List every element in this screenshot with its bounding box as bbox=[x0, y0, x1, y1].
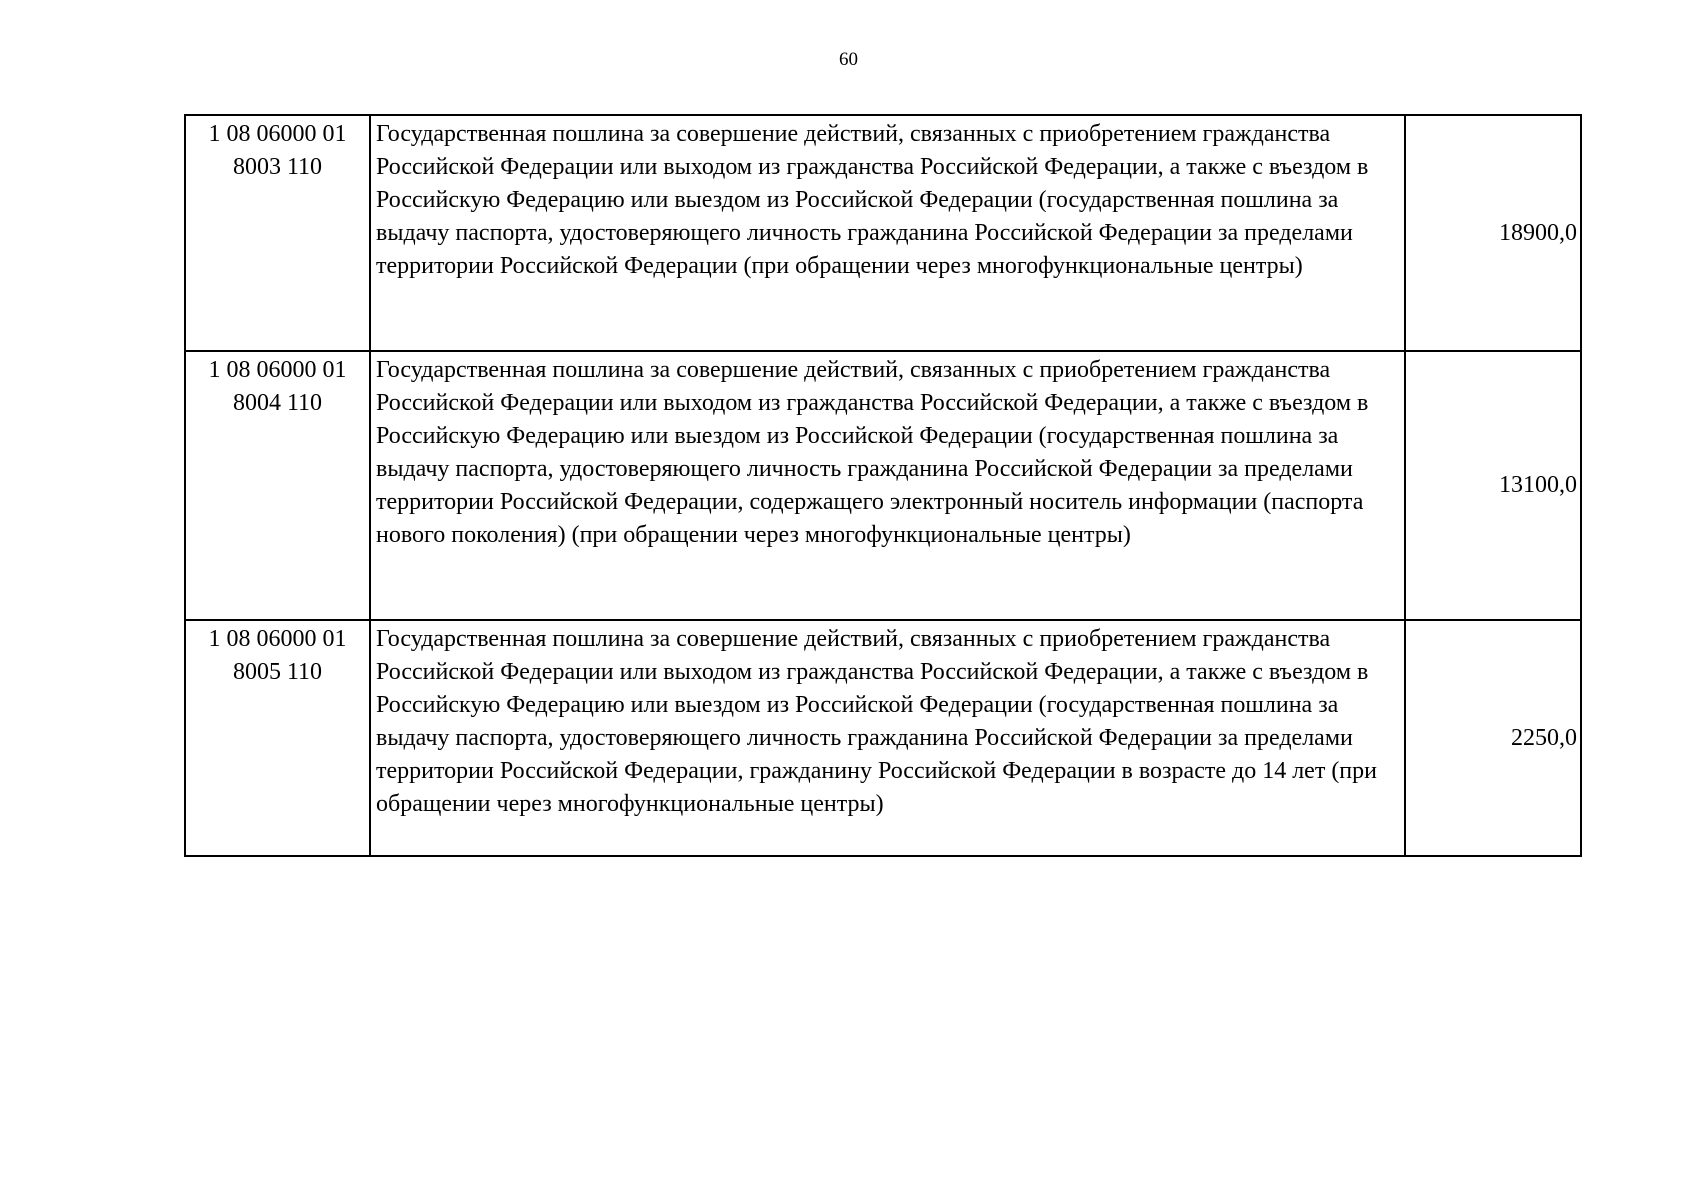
budget-code-line: 1 08 06000 01 bbox=[208, 121, 347, 147]
budget-code-cell bbox=[185, 115, 370, 351]
amount-cell: 18900,0 bbox=[1405, 115, 1581, 351]
page-number: 60 bbox=[839, 49, 858, 70]
description-cell: Государственная пошлина за совершение действий, связанных с приобретением гражданства Российской Федерации или выходом из гражданства Российской Федерации, а также с въездом в Российскую Федерацию или выездом из Российской Федерации (государственная пошлина за выдачу паспорта, удостоверяющего личность гражданина Российской Федерации за пределами территории Российской Федерации (при обращении через многофункциональные центры) bbox=[370, 115, 1405, 351]
amount-cell: 2250,0 bbox=[1405, 620, 1581, 856]
budget-code-line: 1 08 06000 01 bbox=[208, 626, 347, 652]
budget-code-line: 8005 110 bbox=[232, 659, 323, 685]
budget-code-line: 8003 110 bbox=[232, 154, 323, 180]
description-cell: Государственная пошлина за совершение действий, связанных с приобретением гражданства Российской Федерации или выходом из гражданства Российской Федерации, а также с въездом в Российскую Федерацию или выездом из Российской Федерации (государственная пошлина за выдачу паспорта, удостоверяющего личность гражданина Российской Федерации за пределами территории Российской Федерации, содержащего электронный носитель информации (паспорта нового поколения) (при обращении через многофункциональные центры) bbox=[370, 351, 1405, 620]
budget-code-line: 1 08 06000 01 bbox=[208, 357, 347, 383]
table-row bbox=[185, 115, 1581, 351]
budget-code-line: 8004 110 bbox=[232, 390, 323, 416]
fee-table bbox=[184, 114, 1582, 857]
table-row bbox=[185, 351, 1581, 620]
description-cell: Государственная пошлина за совершение действий, связанных с приобретением гражданства Российской Федерации или выходом из гражданства Российской Федерации, а также с въездом в Российскую Федерацию или выездом из Российской Федерации (государственная пошлина за выдачу паспорта, удостоверяющего личность гражданина Российской Федерации за пределами территории Российской Федерации, гражданину Российской Федерации в возрасте до 14 лет (при обращении через многофункциональные центры) bbox=[370, 620, 1405, 856]
budget-code-cell bbox=[185, 351, 370, 620]
budget-code-cell bbox=[185, 620, 370, 856]
amount-cell: 13100,0 bbox=[1405, 351, 1581, 620]
table-row bbox=[185, 620, 1581, 856]
